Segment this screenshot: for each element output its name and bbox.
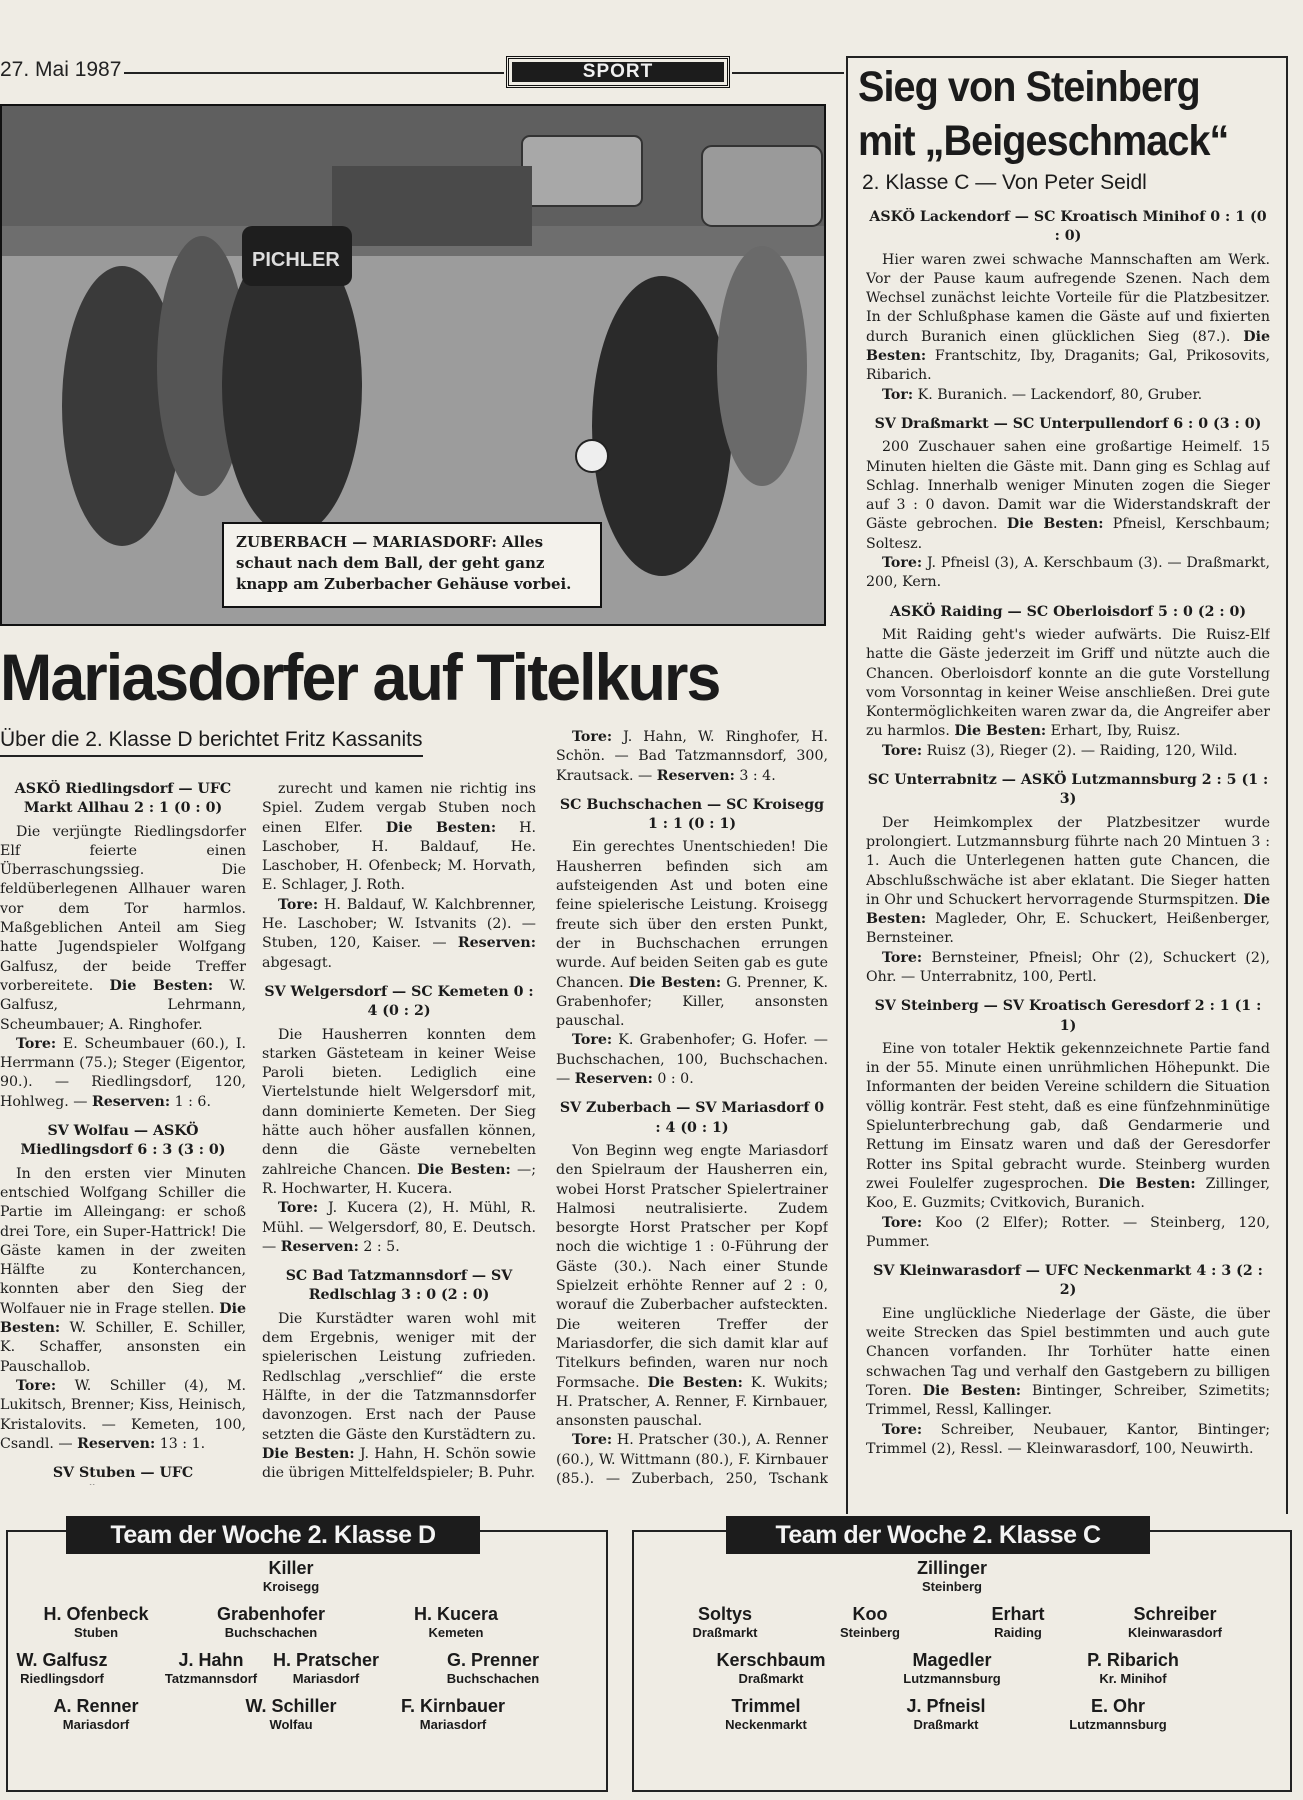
player-name: Erhart (991, 1604, 1045, 1624)
match-heading: ASKÖ Lackendorf — SC Kroatisch Minihof 0 : 1 (0 : 0) (869, 209, 1267, 245)
player-name: J. Pfneisl (906, 1696, 986, 1716)
team-player (725, 1696, 807, 1733)
team-player (1128, 1604, 1222, 1641)
stat-label: Reserven: (574, 1071, 653, 1088)
match-stats (262, 1199, 536, 1257)
match-report (866, 626, 1270, 742)
report-text: 200 Zuschauer sahen eine großartige Heimelf. 15 Minuten hielten die Gäste mit. Dann ging es Schlag auf Schlag. Innerhalb weniger Minuten zogen die Sieger auf 3 : 0 davon. Damit war die Widerstandskraft der Gäste gebrochen. (866, 439, 1270, 533)
stat-label: Reserven: (91, 1093, 171, 1110)
player-name: Magedler (912, 1650, 992, 1670)
player-club: Wolfau (269, 1717, 313, 1732)
match-heading: ASKÖ Riedlingsdorf — UFC Markt Allhau 2 : 1 (0 : 0) (14, 781, 232, 817)
match-report (262, 1310, 536, 1484)
match-report (556, 838, 828, 1031)
match-stats (0, 1377, 246, 1454)
player-club: Kr. Minihof (1099, 1671, 1167, 1686)
header-rule-left (124, 72, 504, 74)
stat-label: Tore: (16, 1377, 57, 1394)
stat-text: K. Buranich. — Lackendorf, 80, Gruber. (913, 386, 1203, 403)
player-club: Steinberg (922, 1579, 982, 1594)
match-heading: SV Kleinwarasdorf — UFC Neckenmarkt 4 : 3 (2 : 2) (873, 1263, 1263, 1299)
player-name: H. Kucera (413, 1604, 499, 1624)
match-stats (0, 1035, 246, 1112)
player-name: Killer (268, 1558, 314, 1578)
team-player (263, 1558, 319, 1595)
right-headline (858, 60, 1244, 168)
stat-text: E. Scheumbauer (60.), I. Herrmann (75.); Steger (Eigentor, 90.). — Riedlingsdorf, 120, Hohlweg. — (0, 1035, 246, 1110)
report-text: Von Beginn weg engte Mariasdorf den Spielraum der Hausherren ein, wobei Horst Pratscher Spielertrainer Halmosi neutralisierte. Zudem besorgte Horst Pratscher per Kopf noch die wichtige 1 : 0-Führung der Gäste (30.). Nach einer Stunde Spielzeit erhöhte Renner auf 2 : 0, worauf die Zuberbacher aufsteckten. Die weiteren Treffer der Mariasdorfer, die sich damit klar auf Titelkurs befinden, waren nur noch Formsache. (556, 1142, 828, 1391)
report-text: Mit Raiding geht's wieder aufwärts. Die Ruisz-Elf hatte die Gäste jederzeit im Griff und nützte auch die Chancen. Oberloisdorf konnte an die gute Vorstellung vom Vorsonntag in keiner Weise anschließen. Drei gute Kontermöglichkeiten waren zwar da, die Angreifer aber zu harmlos. (866, 626, 1270, 740)
main-byline: Über die 2. Klasse D berichtet Fritz Kassanits (0, 728, 423, 757)
stat-text: 3 : 4. (734, 767, 776, 784)
match-stats (866, 742, 1270, 761)
match-heading: SV Steinberg — SV Kroatisch Geresdorf 2 : 1 (1 : 1) (874, 998, 1262, 1034)
stat-label: Reserven: (77, 1435, 156, 1452)
player-name: H. Ofenbeck (43, 1604, 149, 1624)
match-stats (262, 896, 536, 973)
stat-text: 2 : 5. (358, 1238, 400, 1255)
stat-text: Koo (2 Elfer); Rotter. — Steinberg, 120, Pummer. (866, 1214, 1270, 1250)
main-headline: Mariasdorfer auf Titelkurs (0, 640, 720, 714)
stat-label: Reserven: (656, 767, 735, 784)
player-club: Mariasdorf (62, 1717, 130, 1732)
stat-text: 1 : 6. (170, 1093, 211, 1110)
team-player (906, 1696, 985, 1733)
team-player (716, 1650, 825, 1687)
stat-label: Tore: (572, 1432, 613, 1449)
player-name: F. Kirnbauer (400, 1696, 506, 1716)
match-report (262, 1026, 536, 1200)
stat-text: Frantschitz, Iby, Draganits; Gal, Prikosovits, Ribarich. (866, 348, 1270, 384)
stat-text: 0 : 0. (652, 1071, 694, 1088)
stat-label: Tore: (278, 896, 319, 913)
stat-label: Die Besten: (647, 1374, 743, 1391)
right-article-body (866, 208, 1270, 1508)
match-report (866, 1040, 1270, 1214)
stat-label: Die Besten: (954, 723, 1047, 740)
match-report (556, 1142, 828, 1431)
issue-date: 27. Mai 1987 (0, 58, 122, 81)
report-text: Die Hausherren konnten dem starken Gästeteam in keiner Weise Paroli bieten. Lediglich eine Viertelstunde hielt Welgersdorf mit, dann dominierte Kemeten. Der Sieg hätte auch höher ausfallen können, denn die Gäste vernebelten zahlreiche Chancen. (262, 1026, 536, 1178)
team-player (273, 1650, 379, 1687)
team-of-week-d (6, 1521, 608, 1792)
match-report (0, 1165, 246, 1377)
player-club: Draßmarkt (913, 1717, 979, 1732)
team-player (53, 1696, 138, 1733)
stat-label: Die Besten: (922, 1382, 1022, 1399)
report-text: Hier waren zwei schwache Mannschaften am Werk. Vor der Pause kaum aufregende Szenen. Nach dem Wechsel zunächst leichte Vorteile für die Platzbesitzer. In der Schlußphase kamen die Gäste auf und fixierten durch Buranich einen glücklichen Sieg (87.). (866, 251, 1270, 345)
match-heading: SC Bad Tatzmannsdorf — SV Redlschlag 3 : 0 (2 : 0) (285, 1268, 513, 1304)
right-headline-line-1: Sieg von Steinberg (858, 63, 1200, 111)
player-club: Neckenmarkt (725, 1717, 807, 1732)
match-heading: SV Zuberbach — SV Mariasdorf 0 : 4 (0 : 1) (559, 1100, 825, 1136)
player-name: Soltys (697, 1604, 753, 1624)
stat-text: G. Prenner, K. Grabenhofer; Killer, ansonsten pauschal. (556, 974, 828, 1030)
team-d-title: Team der Woche 2. Klasse D (66, 1516, 480, 1554)
stat-label: Die Besten: (262, 1445, 355, 1462)
match-report (262, 780, 536, 896)
stat-text: K. Wukits; H. Pratscher, A. Renner, F. Kirnbauer, ansonsten pauschal. (556, 1374, 828, 1430)
team-c-title: Team der Woche 2. Klasse C (726, 1516, 1150, 1554)
match-heading: SV Wolfau — ASKÖ Miedlingsdorf 6 : 3 (3 : 0) (20, 1123, 226, 1159)
stat-label: Die Besten: (385, 819, 497, 836)
player-name: W. Schiller (245, 1696, 337, 1716)
team-player (16, 1650, 107, 1687)
player-club: Buchschachen (446, 1671, 540, 1686)
player-club: Stuben (73, 1625, 119, 1640)
player-club: Draßmarkt (738, 1671, 804, 1686)
stat-label: Die Besten: (1098, 1175, 1196, 1192)
header-rule-right (732, 72, 844, 74)
player-name: Trimmel (731, 1696, 801, 1716)
team-player (43, 1604, 148, 1641)
stat-label: Tore: (16, 1035, 57, 1052)
player-club: Kemeten (428, 1625, 484, 1640)
match-report (866, 438, 1270, 554)
stat-text: Magleder, Ohr, E. Schuckert, Heißenberger, Bernsteiner. (866, 911, 1270, 947)
team-player (917, 1558, 987, 1595)
stat-text: W. Schiller (4), M. Lukitsch, Brenner; Kiss, Heinisch, Kristalovits. — Kemeten, 100, Csandl. — (0, 1377, 246, 1452)
stat-label: Tore: (572, 729, 613, 745)
match-report (866, 1305, 1270, 1421)
stat-label: Die Besten: (1006, 516, 1104, 533)
match-heading: SV Draßmarkt — SC Unterpullendorf 6 : 0 (3 : 0) (874, 415, 1262, 432)
stat-text: H. Laschober, H. Baldauf, He. Laschober, H. Ofenbeck; M. Horvath, E. Schlager, J. Roth. (262, 819, 536, 894)
stat-label: Die Besten: (866, 891, 1270, 928)
right-headline-line-2: mit „Beigeschmack“ (858, 117, 1229, 165)
stat-label: Tore: (882, 555, 923, 572)
stat-text: Ruisz (3), Rieger (2). — Raiding, 120, Wild. (922, 742, 1238, 759)
match-stats (866, 1421, 1270, 1460)
team-player (840, 1604, 900, 1641)
stat-text: K. Grabenhofer; G. Hofer. — Buchschachen, 100, Buchschachen. — (556, 1032, 828, 1088)
stat-label: Tore: (882, 1214, 923, 1231)
stat-label: Die Besten: (0, 1300, 246, 1337)
stat-label: Die Besten: (866, 328, 1270, 365)
player-club: Mariasdorf (292, 1671, 360, 1686)
player-club: Mariasdorf (419, 1717, 487, 1732)
match-stats (866, 554, 1270, 593)
player-name: A. Renner (53, 1696, 139, 1716)
stat-text: Erhart, Iby, Ruisz. (1046, 723, 1181, 740)
match-report (866, 251, 1270, 386)
match-heading: SC Unterrabnitz — ASKÖ Lutzmannsburg 2 : 5 (1 : 3) (867, 772, 1269, 808)
stat-label: Tore: (278, 1200, 319, 1217)
player-name: E. Ohr (1090, 1696, 1145, 1716)
section-label-box (506, 56, 730, 88)
player-name: P. Ribarich (1087, 1650, 1179, 1670)
team-player (1087, 1650, 1179, 1687)
stat-label: Tore: (882, 742, 923, 759)
stat-label: Tore: (572, 1032, 613, 1049)
stat-label: Die Besten: (628, 974, 722, 991)
team-player (165, 1650, 257, 1687)
match-stats (866, 1214, 1270, 1253)
player-name: H. Pratscher (272, 1650, 380, 1670)
stat-label: Die Besten: (109, 977, 214, 994)
stat-text: Bernsteiner, Pfneisl; Ohr (2), Schuckert (2), Ohr. — Unterrabnitz, 100, Pertl. (866, 949, 1270, 985)
stat-label: Die Besten: (417, 1161, 511, 1178)
stat-label: Reserven: (457, 935, 536, 952)
report-text: Eine unglückliche Niederlage der Gäste, die über weite Strecken das Spiel bestimmten und auch gute Chancen vorfanden. Ihr Torhüter hatte einen schwachen Tag und verhalf den Gastgebern zu billigen Toren. (866, 1305, 1270, 1399)
report-text: In den ersten vier Minuten entschied Wolfgang Schiller die Partie im Alleingang: er schoß drei Tore, ein Super-Hattrick! Die Gäste kamen in der zweiten Hälfte zu Konterchancen, konnten aber den Sieg der Wolfauer nie in Frage stellen. (0, 1165, 246, 1317)
svg-text:PICHLER: PICHLER (252, 249, 340, 271)
player-club: Tatzmannsdorf (164, 1671, 258, 1686)
player-club: Draßmarkt (692, 1625, 758, 1640)
team-player (903, 1650, 1001, 1687)
team-player (217, 1604, 325, 1641)
match-stats (866, 386, 1270, 405)
player-club: Lutzmannsburg (903, 1671, 1001, 1686)
stat-text: Bintinger, Schreiber, Szimetits; Trimmel, Ressl, Kallinger. (866, 1382, 1270, 1419)
team-player (1069, 1696, 1167, 1733)
match-stats (556, 728, 828, 786)
match-stats (866, 949, 1270, 988)
stat-label: Tor: (882, 386, 914, 403)
team-player (414, 1604, 498, 1641)
stat-text: W. Galfusz, Lehrmann, Scheumbauer; A. Ringhofer. (0, 977, 246, 1033)
player-club: Raiding (994, 1625, 1042, 1640)
player-club: Steinberg (840, 1625, 900, 1640)
caption-lead: ZUBERBACH — MARIASDORF: (236, 533, 497, 551)
article-column-2 (262, 780, 536, 1485)
stat-text: abgesagt. (262, 954, 333, 971)
team-player (401, 1696, 505, 1733)
stat-text: J. Pfneisl (3), A. Kerschbaum (3). — Draßmarkt, 200, Kern. (866, 555, 1270, 591)
stat-text: 13 : 1. (155, 1435, 206, 1452)
report-text: zurecht und kamen nie richtig ins Spiel. Zudem vergab Stuben noch einen Elfer. (262, 781, 536, 836)
article-column-1 (0, 780, 246, 1485)
stat-text: J. Hahn, H. Schön sowie die übrigen Mittelfeldspieler; B. Puhr. (262, 1445, 536, 1482)
team-player (447, 1650, 539, 1687)
report-text: Die verjüngte Riedlingsdorfer Elf feierte einen Überraschungssieg. Die feldüberlegenen Allhauer waren vor dem Tor harmlos. Maßgeblichen Anteil am Sieg hatte Jugendspieler Wolfgang Galfusz, der beide Treffer vorbereitete. (0, 823, 246, 994)
stat-text: H. Baldauf, W. Kalchbrenner, He. Laschober; W. Istvanits (2). — Stuben, 120, Kaiser. — (262, 896, 536, 952)
player-club: Kleinwarasdorf (1128, 1625, 1222, 1640)
team-of-week-c (632, 1521, 1292, 1792)
stat-label: Reserven: (280, 1238, 359, 1255)
player-name: W. Galfusz (16, 1650, 108, 1670)
stat-label: Tore: (882, 1421, 923, 1438)
match-heading: SV Stuben — UFC (52, 1465, 194, 1482)
stat-text: Pfneisl, Kerschbaum; Soltesz. (866, 516, 1270, 552)
stat-text: H. Pratscher (30.), A. Renner (60.), W. Wittmann (80.), F. Kirnbauer (85.). — Zuberbach, 250, Tschank (556, 1432, 828, 1487)
player-club: Kroisegg (262, 1579, 320, 1594)
match-stats (556, 1431, 828, 1488)
report-text: Der Heimkomplex der Platzbesitzer wurde prolongiert. Lutzmannsburg führte nach 20 Mintuen 3 : 1. Auch die Unterlegenen hatten gute Chancen, die Abschlußschwäche ist aber eklatant. Die Sieger hatten in Ohr und Schuckert hervorragende Sturmspitzen. (866, 814, 1270, 908)
right-byline: 2. Klasse C — Von Peter Seidl (862, 171, 1147, 194)
player-name: Koo (852, 1604, 888, 1624)
player-name: Grabenhofer (216, 1604, 326, 1624)
report-text: Die Kurstädter waren wohl mit dem Ergebnis, weniger mit der spielerischen Leistung zufrieden. Redlschlag „verschlief“ die erste Hälfte, in der die Tatzmannsdorfer davonzogen. Erst nach der Pause setzten die Gäste den Kurstädtern zu. (262, 1310, 536, 1443)
stat-text: —; R. Hochwarter, H. Kucera. (262, 1161, 536, 1197)
section-label: SPORT (512, 62, 724, 82)
report-text: Ein gerechtes Unentschieden! Die Hausherren befinden sich am aufsteigenden Ast und boten eine feine spielerische Leistung. Kroisegg freute sich über den ersten Punkt, der in Buchschachen errungen wurde. Auf beiden Seiten gab es gute Chancen. (556, 839, 828, 991)
team-player (245, 1696, 336, 1733)
article-column-3 (556, 728, 828, 1488)
match-stats (556, 1031, 828, 1089)
stat-label: Tore: (882, 949, 923, 966)
player-name: Schreiber (1133, 1604, 1217, 1624)
player-club: Buchschachen (224, 1625, 318, 1640)
match-report (866, 814, 1270, 949)
match-heading: SV Welgersdorf — SC Kemeten 0 : 4 (0 : 2) (264, 983, 534, 1020)
report-text: Eine von totaler Hektik gekennzeichnete Partie fand in der 55. Minute einen unrühmlichen Höhepunkt. Die Informanten der beiden Vereine schildern die Situation völlig konträr. Fest steht, daß es eine fünfzehnminütige Spielunterbrechung gab, daß Gendarmerie und Rettung im Einsatz waren und daß der Geresdorfer Rotter ins Spital gebracht wurde. Steinberg wurden zwei Foulelfer zugesprochen. (866, 1040, 1270, 1192)
player-name: J. Hahn (178, 1650, 244, 1670)
caption-text: Alles schaut nach dem Ball, der geht ganz knapp am Zuberbacher Gehäuse vorbei. (236, 533, 572, 593)
player-name: G. Prenner (446, 1650, 540, 1670)
match-heading: ASKÖ Raiding — SC Oberloisdorf 5 : 0 (2 : 0) (889, 603, 1247, 620)
player-name: Kerschbaum (716, 1650, 826, 1670)
player-name: Zillinger (916, 1558, 988, 1578)
match-heading: SC Buchschachen — SC Kroisegg 1 : 1 (0 : 1) (559, 796, 825, 833)
stat-text: W. Schiller, E. Schiller, K. Schaffer, ansonsten ein Pauschallob. (0, 1320, 246, 1375)
stat-text: J. Kucera (2), H. Mühl, R. Mühl. — Welgersdorf, 80, E. Deutsch. — (262, 1200, 536, 1255)
player-club: Lutzmannsburg (1069, 1717, 1167, 1732)
player-club: Riedlingsdorf (20, 1671, 104, 1686)
team-player (692, 1604, 757, 1641)
stat-text: Schreiber, Neubauer, Kantor, Bintinger; Trimmel (2), Ressl. — Kleinwarasdorf, 100, Neuwirth. (866, 1421, 1270, 1457)
stat-text: Zillinger, Koo, E. Guzmits; Cvitkovich, Buranich. (866, 1175, 1270, 1212)
photo-caption (222, 522, 602, 608)
match-report (0, 823, 246, 1035)
stat-text: J. Hahn, W. Ringhofer, H. Schön. — Bad Tatzmannsdorf, 300, Krautsack. — (556, 729, 828, 784)
team-player (991, 1604, 1044, 1641)
